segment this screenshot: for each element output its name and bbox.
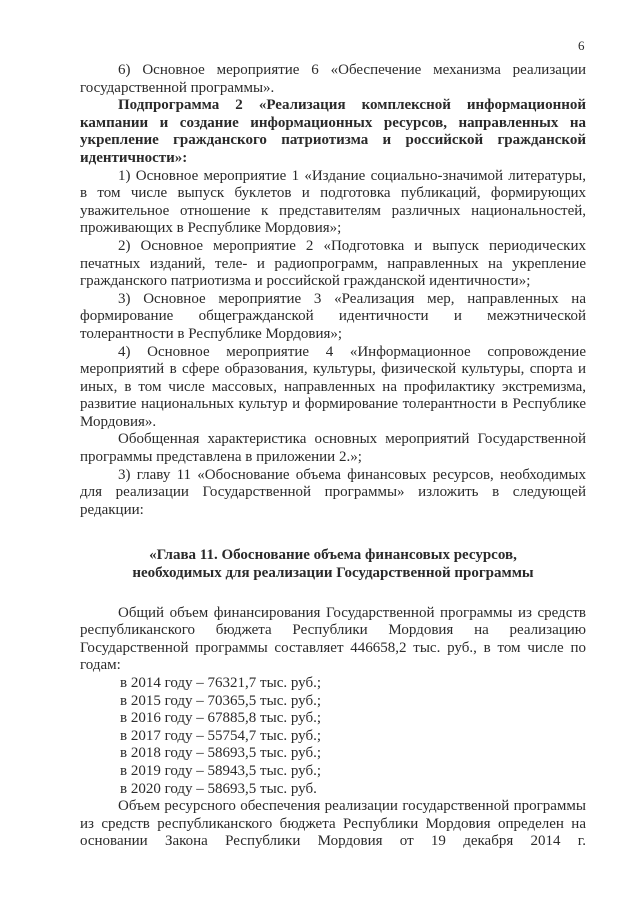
paragraph-resource-basis: Объем ресурсного обеспечения реализации государственной программы из средств республиканского бюджета Республики Мордовия определен на основании Закона Республики Мордовия от 19 декабря 2014 г. xyxy=(80,798,586,850)
year-item-2017: в 2017 году – 55754,7 тыс. руб.; xyxy=(120,727,322,744)
chapter-11-heading-line-2: необходимых для реализации Государственной программы xyxy=(132,565,534,582)
year-item-2014: в 2014 году – 76321,7 тыс. руб.; xyxy=(120,675,322,691)
paragraph-item-6: 6) Основное мероприятие 6 «Обеспечение механизма реализации государственной программы». xyxy=(80,62,586,96)
year-item-2020: в 2020 году – 58693,5 тыс. руб. xyxy=(120,780,317,797)
chapter-11-heading-line-1: «Глава 11. Обоснование объема финансовых ресурсов, xyxy=(149,547,517,564)
year-item-2019: в 2019 году – 58943,5 тыс. руб.; xyxy=(120,762,322,779)
chapter-11-heading xyxy=(80,547,586,582)
year-item-2016: в 2016 году – 67885,8 тыс. руб.; xyxy=(120,710,322,727)
subprogram-2-title: Подпрограмма 2 «Реализация комплексной информационной кампании и создание информационных ресурсов, направленных на укрепление гражданского патриотизма и российской гражданской идентичности»: xyxy=(80,97,586,166)
year-item-2018: в 2018 году – 58693,5 тыс. руб.; xyxy=(120,745,322,762)
page-number: 6 xyxy=(578,38,585,53)
paragraph-event-2: 2) Основное мероприятие 2 «Подготовка и выпуск периодических печатных изданий, теле- и радиопрограмм, направленных на укрепление гражданского патриотизма и российской гражданской идентичности»; xyxy=(80,237,586,290)
paragraph-event-1: 1) Основное мероприятие 1 «Издание социально-значимой литературы, в том числе выпуск буклетов и подготовка публикаций, формирующих уважительное отношение к представителям различных национальностей, проживающих в Республике Мордовия»; xyxy=(80,167,586,237)
year-item-2015: в 2015 году – 70365,5 тыс. руб.; xyxy=(120,692,322,709)
paragraph-chapter-11-amendment: 3) главу 11 «Обоснование объема финансовых ресурсов, необходимых для реализации Государственной программы» изложить в следующей редакции: xyxy=(80,466,586,518)
document-body xyxy=(80,62,586,851)
paragraph-summary: Обобщенная характеристика основных мероприятий Государственной программы представлена в приложении 2.»; xyxy=(80,431,586,466)
paragraph-event-3: 3) Основное мероприятие 3 «Реализация мер, направленных на формирование общегражданской идентичности и межэтнической толерантности в Республике Мордовия»; xyxy=(80,290,586,342)
paragraph-event-4: 4) Основное мероприятие 4 «Информационное сопровождение мероприятий в сфере образования, культуры, физической культуры, спорта и иных, в том числе массовых, направленных на профилактику экстремизма, развитие национальных культур и формирование толерантности в Республике Мордовия». xyxy=(80,343,586,430)
paragraph-funding-intro: Общий объем финансирования Государственной программы из средств республиканского бюджета Республики Мордовия на реализацию Государственной программы составляет 446658,2 тыс. руб., в том числе по годам: xyxy=(80,604,586,674)
